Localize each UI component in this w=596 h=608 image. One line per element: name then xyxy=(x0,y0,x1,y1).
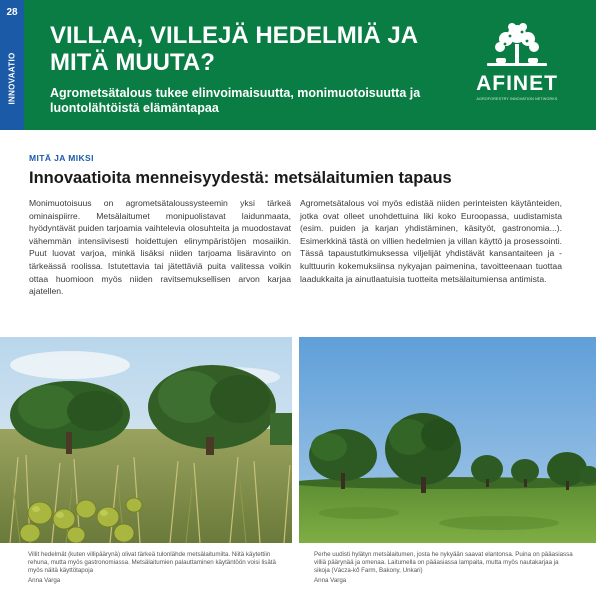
logo-wordmark: AFINET xyxy=(476,72,558,95)
section-label: MITÄ JA MIKSI xyxy=(29,153,94,163)
header-banner xyxy=(24,0,596,130)
caption-left-credit: Anna Varga xyxy=(28,576,61,584)
caption-left xyxy=(28,551,290,585)
photo-wild-pears xyxy=(0,337,292,543)
article-column-right: Agrometsätalous voi myös edistää niiden perinteisten käytänteiden, jotka ovat olleet unohdettuina liki koko Euroopassa, uudistamista (esim. puiden ja karjan yhdistäminen, käsityöt, gastronomia...). Esimerkkinä tästä on villien hedelmien ja villan käyttö ja prosessointi. Tässä tapaustutkimuksessa viljelijät yhdistävät kansantaiteen ja -kulttuurin kokemuksiinsa nykyajan paimenina, tavoitteenaan tuottaa laadukkaita ja ainutlaatuisia tuotteita metsälaitumiensa antimista. xyxy=(300,198,562,284)
side-section-text: INNOVAATIO xyxy=(7,51,17,105)
caption-right-text: Perhe uudisti hylätyn metsälaitumen, josta he nykyään saavat elantonsa. Puina on pääasiassa villiä päärynää ja omenaa. Laitumella on pääasiassa lampaita, mutta myös nautakarjaa ja sikoja (Vácza-kő Farm, Bakony, Unkari) xyxy=(314,551,573,575)
page-number: 28 xyxy=(0,0,24,24)
caption-left-text: Villit hedelmät (kuten villipäärynä) olivat tärkeä tulonlähde metsälaitumilta. Niitä käytettiin rehuna, mutta myös gastronomiassa. Metsälaitumien palauttaminen käytäntöön voisi lisätä myös näitä käyttötapoja xyxy=(28,551,276,575)
caption-right-credit: Anna Varga xyxy=(314,576,347,584)
afinet-logo xyxy=(462,20,572,112)
logo-tagline: AGROFORESTRY INNOVATION NETWORKS xyxy=(476,97,558,101)
article-title: Innovaatioita menneisyydestä: metsälaitumien tapaus xyxy=(29,169,452,187)
tree-logo-icon xyxy=(462,20,572,72)
page-title: VILLAA, VILLEJÄ HEDELMIÄ JA MITÄ MUUTA? xyxy=(50,22,418,76)
article-column-left: Monimuotoisuus on agrometsätaloussysteemin yksi tärkeä ominaispiirre. Metsälaitumet monipuolistavat laidunmaata, hyödyntävät puiden tarjoamia vaihtelevia olosuhteita ja muodostavat vähemmän intensiivisesti hoidettujen elinympäristöjen mosaiikin. Puut luovat varjoa, minkä lisäksi niiden tarjoama lisäravinto on tärkeässä roolissa. Istutettavia tai jätettäviä puita valitessa voikin ottaa huomioon myös niiden ravitsemuksellisen arvon karjaa ajatellen. xyxy=(29,198,291,297)
page-subtitle: Agrometsätalous tukee elinvoimaisuutta, monimuotoisuutta ja luontolähtöistä elämäntapaa xyxy=(50,86,421,115)
photo-wood-pasture xyxy=(299,337,596,543)
caption-right xyxy=(314,551,576,585)
side-section-label xyxy=(2,38,22,118)
